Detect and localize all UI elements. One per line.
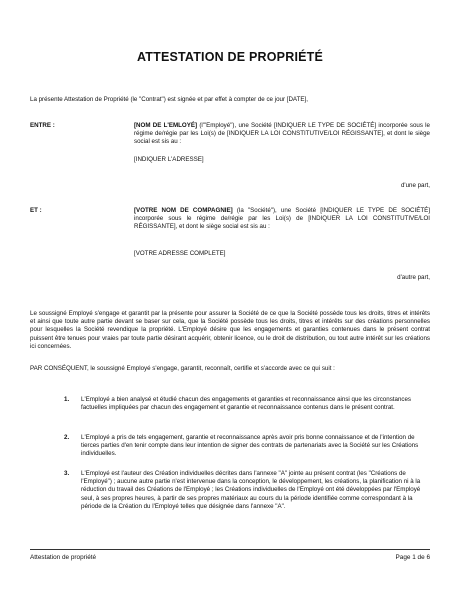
entre-party <box>134 122 430 147</box>
document-title: ATTESTATION DE PROPRIÉTÉ <box>136 50 324 64</box>
item-1-number: 1. <box>64 396 70 403</box>
item-3-number: 3. <box>64 470 70 477</box>
footer-document-name: Attestation de propriété <box>30 554 97 561</box>
entre-label: ENTRE : <box>30 122 55 129</box>
entre-party-name: [NOM DE L'EMLOYÉ] <box>134 122 198 129</box>
item-3-text: L'Employé est l'auteur des Création individuelles décrites dans l'annexe "A" jointe au présent contrat (les "Créations de l'Employé") ; aucune autre partie n'est intervenue dans la conception, le développement, les créations, la planification ni à la réduction du travail des Créations de l'Employé ; les Créations individuelles de l'Employé ont été développées par l'Employé seul, à ses propres heures, à partir de ses propres matériaux au cours du la période identifiée comme correspondant à la période de la Création du l'Employé telles que désignée dans l'annexe "A". <box>81 470 421 510</box>
footer-divider <box>30 549 430 550</box>
item-1-text: L'Employé a bien analysé et étudié chacun des engagements et garanties et reconnaissance ainsi que les circonstances factuelles impliquées par chacun des engagement et garantie et reconnaissance contenus dans le présent contrat. <box>81 396 412 412</box>
entre-closing: d'une part, <box>400 182 430 189</box>
paragraph-2: PAR CONSÉQUENT, le soussigné Employé s'engage, garantit, reconnaît, certifie et s'accorde avec ce qui suit : <box>30 365 335 372</box>
item-2-text: L'Employé a pris de tels engagement, garantie et reconnaissance après avoir pris bonne connaissance et de l'intention de tierces parties d'en tenir compte dans leur intention de signer des contrats de partenariats avec la Société sur les Créations individuelles. <box>81 434 419 458</box>
et-label: ET : <box>30 207 42 214</box>
footer-page-number: Page 1 de 6 <box>395 554 430 561</box>
et-closing: d'autre part, <box>397 274 430 281</box>
et-party-name: [VOTRE NOM DE COMPAGNIE] <box>134 207 233 214</box>
et-party <box>134 207 430 232</box>
entre-address: [INDIQUER L'ADRESSE] <box>134 156 204 163</box>
entre-party-text: (l'"Employé"), une Société [INDIQUER LE TYPE DE SOCIÉTÉ] incorporée sous le régime de/régie par les Loi(s) de [INDIQUER LA LOI CONSTITUTIVE/LOI RÉGISSANTE], et dont le siège social est sis au : <box>134 122 430 146</box>
item-2-number: 2. <box>64 434 70 441</box>
intro-paragraph: La présente Attestation de Propriété (le "Contrat") est signée et par effet à compter de ce jour [DATE], <box>30 96 308 103</box>
paragraph-1: Le soussigné Employé s'engage et garantit par la présente pour assurer la Société de ce que la Société possède tous les droits, titres et intérêts et ainsi que toute autre partie devant se baser sur cela, que la Société possède tous les droits, titres et intérêts sur des créations personnelles pour lesquelles la Société revendique la propriété. L'Employé désire que les engagements et garanties contenues dans le présent contrat puissent être tenues pour vraies par toute partie désirant acquérir, obtenir licence, ou le droit de distribution, ou tout autre intérêt sur les créations ici concernées. <box>30 310 430 350</box>
et-party-text: (la "Société"), une Société [INDIQUER LE TYPE DE SOCIÉTÉ] incorporée sous le régime de/régie par les Loi(s) de [INDIQUER LA LOI CONSTITUTIVE/LOI RÉGISSANTE], et dont le siège social est sis au : <box>134 207 430 231</box>
et-address: [VOTRE ADRESSE COMPLETE] <box>134 250 226 257</box>
